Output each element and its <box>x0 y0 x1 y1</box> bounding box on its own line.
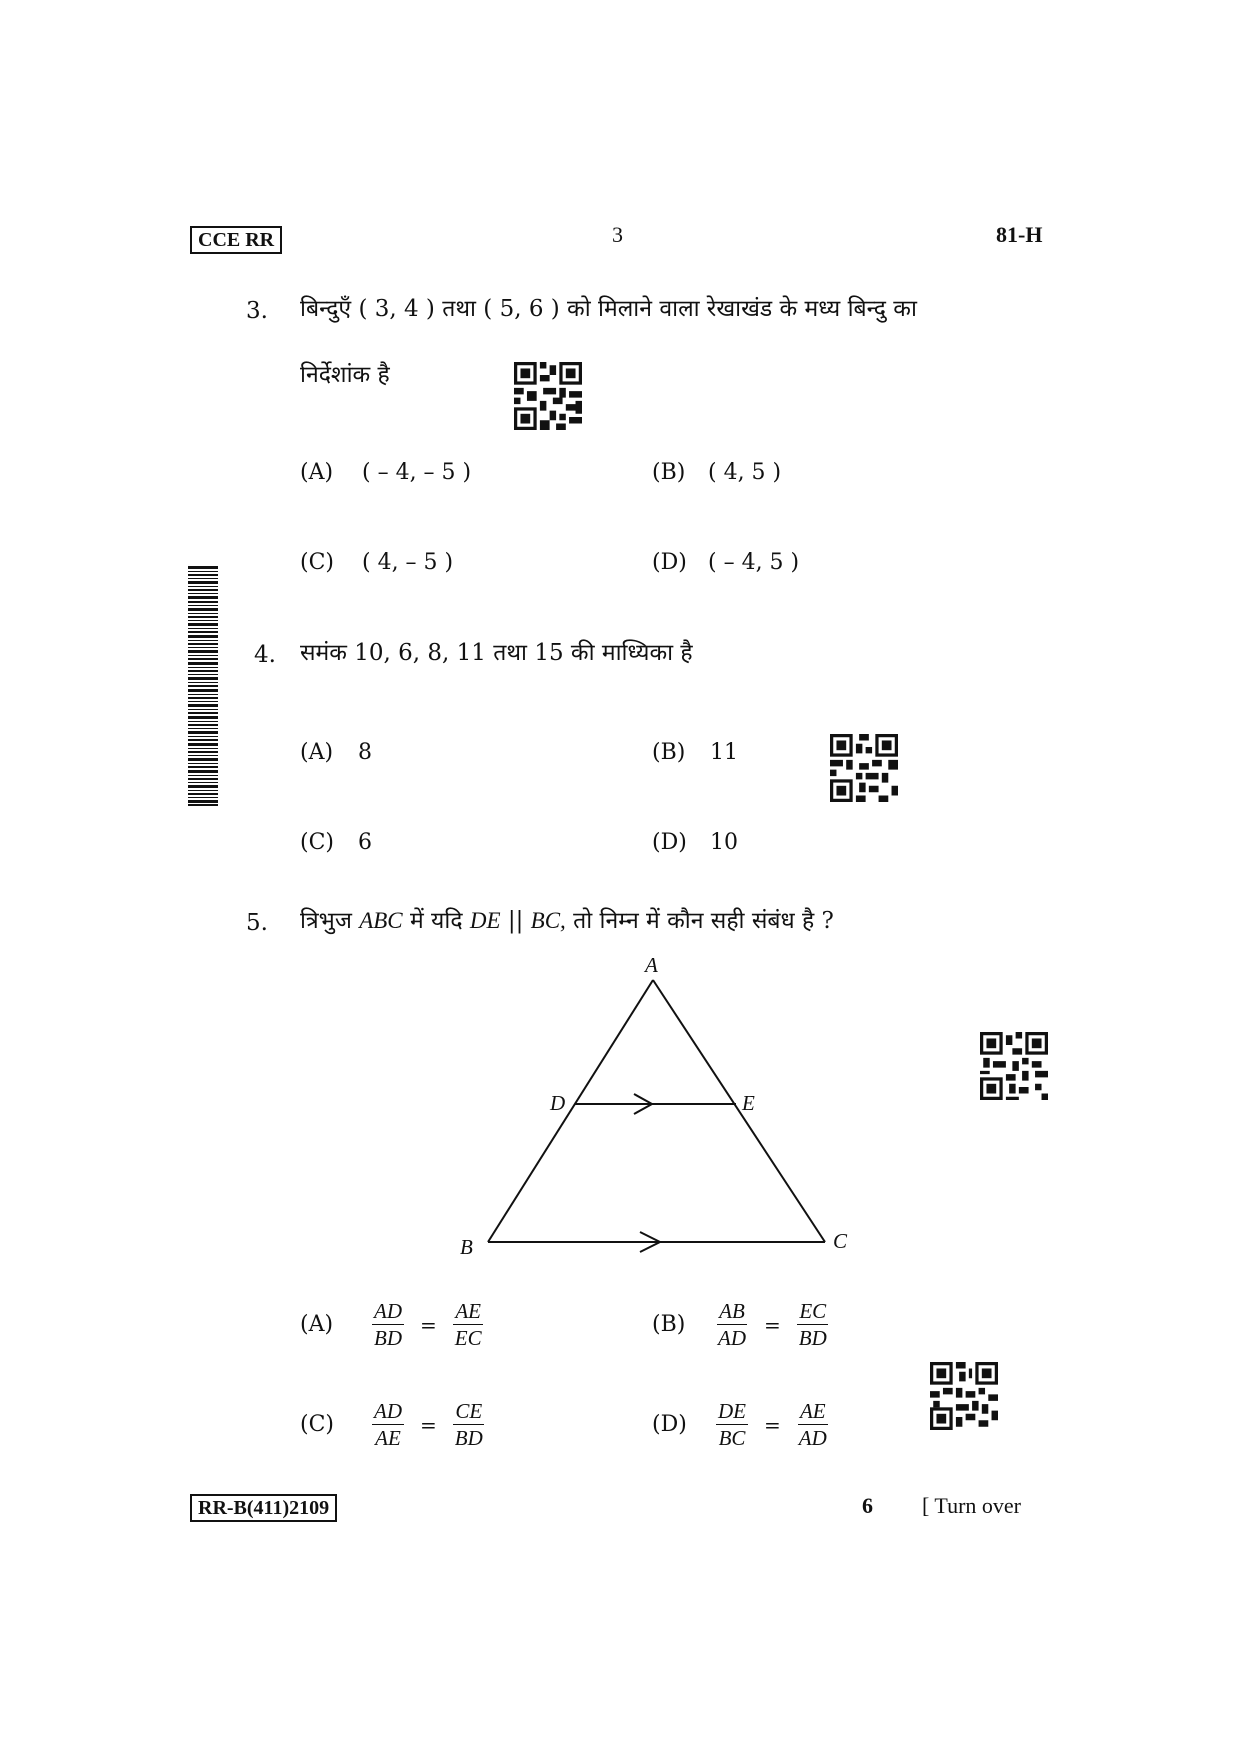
q5-option-c-n2: CE <box>455 1399 483 1423</box>
q4-option-d-text: 10 <box>710 830 738 855</box>
q3-option-b-label: (B) <box>652 460 686 485</box>
q5-option-c-frac2 <box>453 1398 485 1451</box>
q3-option-d-label: (D) <box>652 550 687 575</box>
q3-option-c[interactable] <box>300 548 453 578</box>
q5-option-d-n1: DE <box>718 1399 746 1423</box>
barcode <box>188 566 218 806</box>
q5-option-a-eq: = <box>420 1312 437 1337</box>
q3-option-a-text: ( – 4, – 5 ) <box>362 460 472 485</box>
q5-text-b: में यदि <box>402 908 470 934</box>
vertex-label-e: E <box>742 1091 755 1115</box>
q4-option-b-text: 11 <box>710 740 738 765</box>
q5-text-d: तो निम्न में कौन सही संबंध है ? <box>565 908 834 934</box>
q4-option-c-label: (C) <box>300 830 334 855</box>
q4-option-a-label: (A) <box>300 740 334 765</box>
q5-option-b[interactable] <box>652 1298 829 1351</box>
qr-code-2 <box>830 734 898 802</box>
question-5-number: 5. <box>246 910 268 936</box>
q5-option-a-label: (A) <box>300 1311 334 1337</box>
q5-option-b-frac1 <box>716 1298 748 1351</box>
q5-option-a-d2: EC <box>454 1326 482 1350</box>
q5-option-c-frac1 <box>372 1398 404 1451</box>
triangle-figure <box>440 950 860 1270</box>
q5-de: DE <box>469 908 501 933</box>
question-5-text <box>300 906 834 936</box>
page-number: 3 <box>612 222 623 247</box>
side-ab <box>488 980 653 1242</box>
q5-option-d-d1: BC <box>718 1426 746 1450</box>
footer-code: RR-B(411)2109 <box>190 1494 337 1522</box>
q5-option-b-d2: BD <box>798 1326 827 1350</box>
q5-option-c[interactable] <box>300 1398 485 1451</box>
q4-option-c[interactable] <box>300 828 372 858</box>
question-4-text: समंक 10, 6, 8, 11 तथा 15 की माध्यिका है <box>300 640 693 666</box>
q3-option-c-text: ( 4, – 5 ) <box>362 550 454 575</box>
q5-option-c-d1: AE <box>375 1426 401 1450</box>
q5-option-d-eq: = <box>764 1412 781 1437</box>
q5-option-b-n1: AB <box>719 1299 745 1323</box>
vertex-label-a: A <box>645 953 658 977</box>
q5-option-d-d2: AD <box>798 1426 827 1450</box>
q4-option-d[interactable] <box>652 828 738 858</box>
q4-option-b[interactable] <box>652 738 738 768</box>
q4-option-a-text: 8 <box>358 740 372 765</box>
vertex-label-c: C <box>833 1229 848 1253</box>
q3-option-b[interactable] <box>652 458 781 488</box>
q3-option-a-label: (A) <box>300 460 334 485</box>
qr-code-3 <box>980 1032 1048 1100</box>
vertex-label-d: D <box>550 1091 566 1115</box>
q4-option-d-label: (D) <box>652 830 687 855</box>
header-code-left: CCE RR <box>190 226 282 254</box>
question-3-line1: बिन्दुएँ ( 3, 4 ) तथा ( 5, 6 ) को मिलाने वाला रेखाखंड के मध्य बिन्दु का <box>300 296 917 322</box>
q4-option-b-label: (B) <box>652 740 686 765</box>
footer-count: 6 <box>862 1493 873 1518</box>
q5-option-c-n1: AD <box>374 1399 402 1423</box>
q5-option-d-frac1 <box>716 1398 748 1451</box>
q4-option-c-text: 6 <box>358 830 372 855</box>
q5-option-a-n2: AE <box>455 1299 482 1323</box>
q3-option-c-label: (C) <box>300 550 334 575</box>
q5-option-b-label: (B) <box>652 1311 686 1337</box>
turn-over-label: [ Turn over <box>922 1493 1022 1518</box>
q5-option-a-frac1 <box>372 1298 404 1351</box>
q5-option-d-n2: AE <box>799 1399 826 1423</box>
q5-option-b-n2: EC <box>799 1299 827 1323</box>
question-3-number: 3. <box>246 298 268 324</box>
q5-option-d[interactable] <box>652 1398 829 1451</box>
q5-option-c-eq: = <box>420 1412 437 1437</box>
q3-option-a[interactable] <box>300 458 471 488</box>
qr-code-4 <box>930 1362 998 1430</box>
side-ac <box>653 980 825 1242</box>
q5-option-b-d1: AD <box>718 1326 746 1350</box>
qr-code-1 <box>514 362 582 430</box>
question-4-number: 4. <box>254 642 276 668</box>
q5-option-b-frac2 <box>797 1298 829 1351</box>
q5-option-b-eq: = <box>764 1312 781 1337</box>
vertex-label-b: B <box>460 1235 473 1259</box>
q5-text-a: त्रिभुज <box>300 908 360 934</box>
q5-bc: BC, <box>530 908 566 933</box>
q5-option-a-d1: BD <box>374 1326 402 1350</box>
q5-option-a-frac2 <box>453 1298 484 1351</box>
q3-option-d-text: ( – 4, 5 ) <box>708 550 800 575</box>
q3-option-b-text: ( 4, 5 ) <box>708 460 782 485</box>
q5-option-c-d2: BD <box>454 1426 483 1450</box>
q5-option-a[interactable] <box>300 1298 484 1351</box>
q5-text-c: || <box>500 908 531 934</box>
q5-option-d-label: (D) <box>652 1411 687 1437</box>
header-code-right: 81-H <box>996 222 1043 247</box>
q5-option-d-frac2 <box>797 1398 829 1451</box>
q3-option-d[interactable] <box>652 548 799 578</box>
question-3-line2: निर्देशांक है <box>300 362 390 388</box>
q5-abc: ABC <box>359 908 403 933</box>
q5-option-a-n1: AD <box>374 1299 402 1323</box>
q4-option-a[interactable] <box>300 738 372 768</box>
q5-option-c-label: (C) <box>300 1411 334 1437</box>
